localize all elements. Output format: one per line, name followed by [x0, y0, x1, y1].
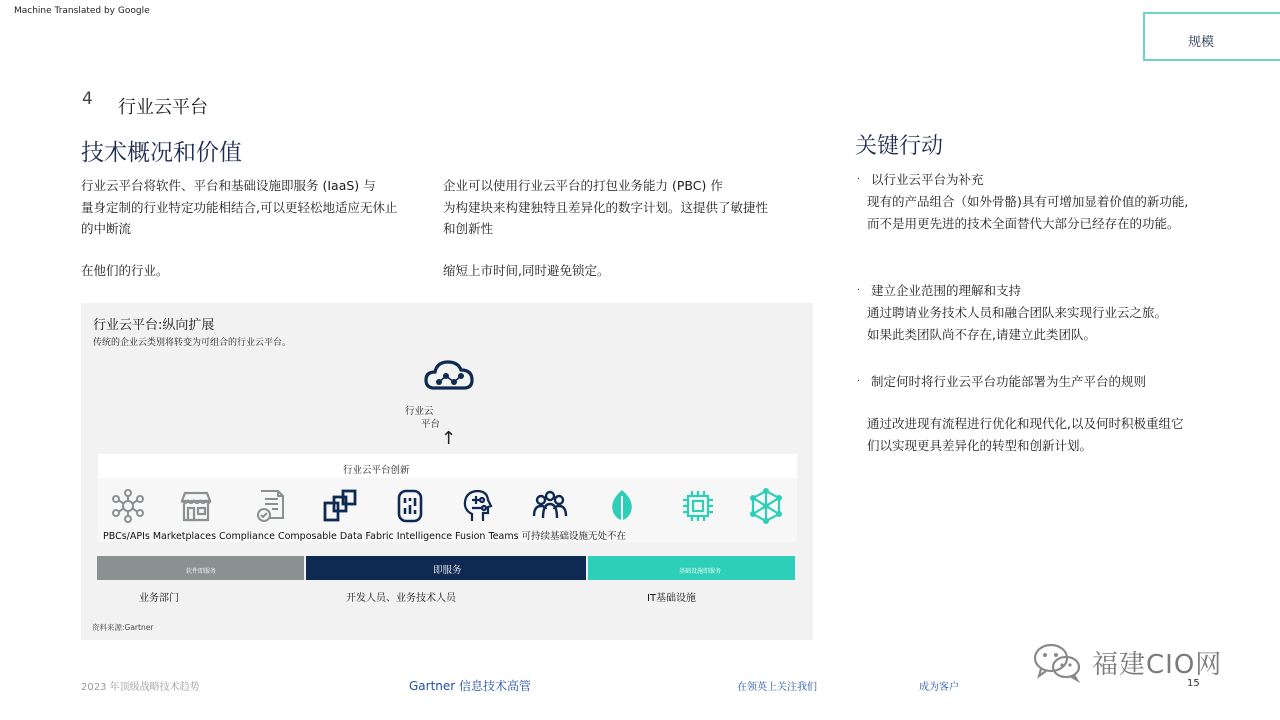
section-number: 4: [82, 89, 93, 109]
intelligence-head-icon: [460, 488, 496, 524]
mesh-network-icon: [748, 488, 784, 524]
footer-gartner-link[interactable]: Gartner 信息技术高管: [409, 679, 532, 693]
cloud-network-icon: [424, 358, 474, 394]
overview-left-paragraph: [81, 175, 397, 240]
overview-left-tail: 在他们的行业。: [81, 263, 169, 278]
figure-title: 行业云平台:纵向扩展: [93, 318, 215, 333]
text-line: 行业云平台将软件、平台和基础设施即服务 (IaaS) 与: [81, 178, 376, 193]
sustainable-leaf-icon: [604, 488, 640, 524]
footer-title: 2023 年顶级战略技术趋势: [81, 682, 200, 693]
key-action-item-3: [857, 371, 1184, 457]
data-fabric-icon: [392, 488, 428, 524]
text-line: 为构建块来构建独特且差异化的数字计划。这提供了敏捷性: [443, 199, 769, 215]
developers-label: 开发人员、业务技术人员: [346, 593, 456, 604]
figure-subtitle: 传统的企业云类别将转变为可组合的行业云平台。: [93, 338, 292, 348]
innovation-label: 行业云平台创新: [343, 465, 410, 476]
it-infrastructure-label: IT基础设施: [647, 593, 697, 604]
key-action-text: 通过改进现有流程进行优化和现代化,以及何时积极重组它: [867, 416, 1184, 431]
machine-translated-banner: Machine Translated by Google: [14, 6, 150, 16]
saas-band-label: 软件即服务: [186, 568, 217, 575]
key-action-title: 建立企业范围的理解和支持: [871, 283, 1022, 298]
key-action-title: 以行业云平台为补充: [871, 172, 984, 187]
figure-source: 资料来源:Gartner: [92, 623, 154, 632]
icons-caption: PBCs/APIs Marketplaces Compliance Composable Data Fabric Intelligence Fusion Teams 可持续基础设施无处不在: [103, 531, 627, 542]
key-action-item-2: [857, 280, 1168, 346]
text-line: 企业可以使用行业云平台的打包业务能力 (PBC) 作: [443, 178, 723, 193]
aas-band-label: 即服务: [433, 565, 462, 576]
business-units-label: 业务部门: [139, 593, 179, 604]
key-action-text: 通过聘请业务技术人员和融合团队来实现行业云之旅。: [867, 305, 1168, 320]
iaas-band-label: 基础设施即服务: [679, 568, 722, 575]
key-actions-heading: 关键行动: [855, 134, 944, 159]
innovation-bar: [98, 454, 797, 478]
key-action-text: 们以实现更具差异化的转型和创新计划。: [867, 438, 1093, 453]
page-number: 15: [1187, 678, 1200, 689]
bullet-dot-icon: ·: [857, 174, 861, 185]
watermark-text: 福建CIO网: [1092, 650, 1223, 680]
key-action-text: 而不是用更先进的技术全面替代大部分已经存在的功能。: [867, 216, 1180, 231]
key-action-title: 制定何时将行业云平台功能部署为生产平台的规则: [871, 374, 1147, 389]
key-action-item-1: [857, 169, 1189, 235]
overview-right-paragraph: [443, 175, 768, 240]
compliance-document-icon: [252, 488, 288, 524]
text-line: 量身定制的行业特定功能相结合,可以更轻松地适应无休止: [81, 199, 398, 215]
chip-icon: [680, 488, 716, 524]
overview-heading: 技术概况和价值: [81, 140, 242, 166]
cloud-label: 平台: [421, 419, 441, 430]
scale-tab-label[interactable]: 规模: [1188, 35, 1215, 50]
text-line: 的中断流: [81, 221, 132, 236]
become-client-link[interactable]: 成为客户: [919, 682, 959, 693]
key-action-text: 现有的产品组合（如外骨骼)具有可增加显着价值的新功能,: [867, 194, 1189, 209]
wechat-logo-icon: [1032, 641, 1084, 683]
section-title: 行业云平台: [118, 97, 208, 118]
key-action-text: 如果此类团队尚不存在,请建立此类团队。: [867, 327, 1096, 342]
text-line: 和创新性: [443, 221, 494, 236]
overview-right-tail: 缩短上市时间,同时避免锁定。: [443, 263, 610, 278]
cloud-label: 行业云: [405, 406, 434, 417]
composable-blocks-icon: [322, 488, 358, 524]
bullet-dot-icon: ·: [857, 376, 861, 387]
fusion-teams-icon: [532, 488, 568, 524]
bullet-dot-icon: ·: [857, 285, 861, 296]
arrow-up-icon: ↑: [441, 428, 457, 449]
follow-linkedin-link[interactable]: 在领英上关注我们: [737, 682, 817, 693]
network-icon: [110, 488, 146, 524]
storefront-icon: [178, 488, 214, 524]
